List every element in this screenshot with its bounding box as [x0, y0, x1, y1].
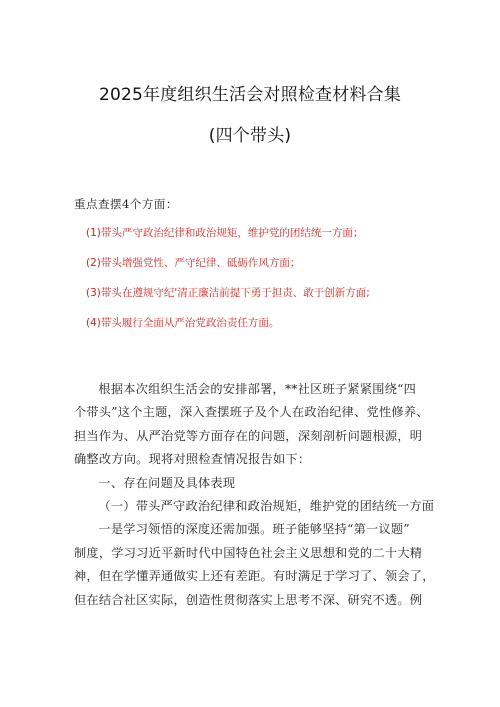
section-heading — [74, 472, 436, 495]
body-line: 确整改方向。现将对照检查情况报告如下： — [74, 452, 311, 467]
body-line: 担当作为、从严治党等方面存在的问题，深刻剖析问题根源，明 — [74, 428, 423, 443]
subheading-line: （一）带头严守政治纪律和政治规矩，维护党的团结统一方面 — [98, 499, 435, 514]
focus-item-4: (4)带头履行全面从严治党政治责任方面。 — [86, 317, 280, 329]
focus-lead: 重点查摆4个方面： — [74, 197, 178, 211]
document-title: 2025年度组织生活会对照检查材料合集 — [98, 85, 402, 105]
focus-item-2: (2)带头增强党性、严守纪律、砥砺作风方面； — [86, 257, 301, 269]
body-line: 制度，学习习近平新时代中国特色社会主义思想和党的二十大精 — [74, 545, 423, 560]
problem-paragraph — [74, 518, 436, 612]
subsection-heading — [74, 495, 436, 518]
focus-item-1: (1)带头严守政治纪律和政治规矩，维护党的团结统一方面； — [86, 227, 364, 239]
heading-line: 一、存在问题及具体表现 — [98, 475, 236, 490]
focus-item-3: (3)带头在遵规守纪'清正廉洁前提下勇于担责、敢于创新方面; — [86, 287, 370, 299]
intro-paragraph — [74, 378, 436, 472]
body-line: 根据本次组织生活会的安排部署，**社区班子紧紧围绕“四 — [98, 382, 417, 396]
body-line: 神，但在学懂弄通做实上还有差距。有时满足于学习了、领会了， — [74, 569, 435, 584]
focus-list — [86, 225, 370, 345]
body-line: 一是学习领悟的深度还需加强。班子能够坚持“第一议题” — [98, 522, 410, 537]
document-subtitle: (四个带头) — [208, 126, 292, 146]
body-line: 个带头”这个主题，深入查摆班子及个人在政治纪律、党性修养、 — [74, 405, 429, 420]
body-text — [74, 378, 436, 612]
body-line: 但在结合社区实际，创造性贯彻落实上思考不深、研究不透。例 — [74, 592, 423, 607]
